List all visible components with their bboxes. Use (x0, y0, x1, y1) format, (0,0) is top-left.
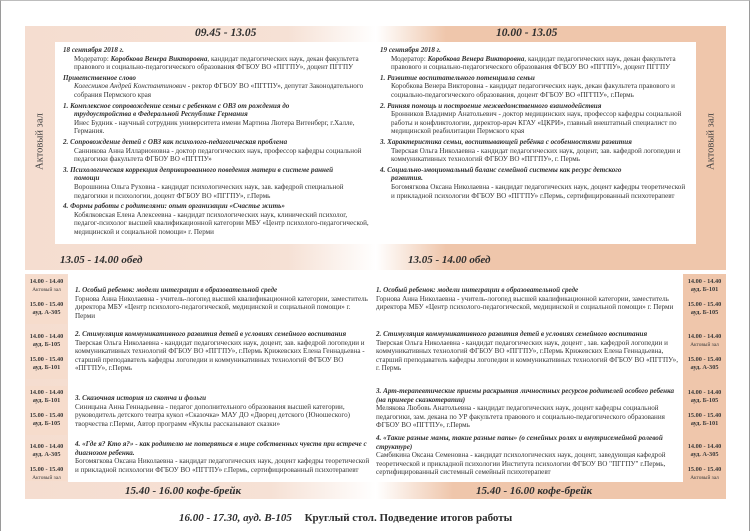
afternoon-talk (376, 330, 678, 373)
round-table-time: 16.00 - 17.30, ауд. В-105 (179, 512, 292, 524)
talk-title: 2. Стимуляция коммуникативного развития детей в условиях семейного воспитания (376, 330, 648, 338)
schedule-box (684, 386, 725, 435)
slot-time: 14.00 - 14.40 (29, 278, 64, 285)
slot-room: Актовый зал (32, 287, 61, 293)
talk-speaker: Синицына Анна Геннадьевна - педагог дополнительного образования высшей категории, руководитель детского театра кукол «Сказочка» МАУ ДО «Дворец детского (Юношеского) творчества г.Перми, Автор программ «Куклы рассказывают сказки» (75, 402, 351, 428)
schedule-box (26, 330, 67, 379)
welcome-name: Колесников Андрей Константинович (74, 82, 186, 91)
day1-morning-frame (25, 26, 376, 270)
day2-talk (380, 138, 690, 164)
moderator-label: Модератор: (74, 54, 109, 63)
day2-hall-label: Актовый зал (705, 113, 717, 170)
talk-title: 2. Стимуляция коммуникативного развития детей в условиях семейного воспитания (75, 330, 347, 338)
afternoon-talk (376, 286, 678, 312)
slot-room: ауд. Б-101 (32, 364, 61, 371)
day2-date: 19 сентября 2018 г. (380, 46, 441, 54)
welcome-desc: - ректор ФГБОУ ВО «ПГГПУ», депутат Законодательного собрания Пермского края (74, 82, 364, 99)
slot-room: ауд. А-305 (32, 309, 61, 316)
day2-time: 10.00 - 13.05 (496, 27, 558, 39)
afternoon-talk (75, 394, 372, 428)
day2-talk (380, 166, 690, 200)
talk-title: 4. Формы работы с родителями: опыт организации «Счастье жить» (63, 202, 285, 211)
talk-title: 1. Развитие воспитательного потенциала семьи (380, 73, 535, 82)
day1-lunch: 13.05 - 14.00 обед (60, 254, 143, 266)
talk-title-cont: трудоустройства в Федеральной Республике Германия (74, 110, 248, 119)
day1-talk (63, 166, 370, 200)
slot-room: ауд. Б-105 (32, 420, 61, 427)
day1-talk (63, 102, 370, 136)
slot-time: 14.00 - 14.40 (29, 443, 64, 450)
talk-speaker: Тверская Ольга Николаевна - кандидат педагогических наук, доцент, зав. кафедрой логопедии и коммуникативных технологий ФГБОУ ВО «ПГГПУ», г. Пермь (391, 146, 681, 164)
talk-title: 4. «Где я? Кто я?» - как родителю не потеряться в мире собственных чувств при встрече с диагнозом ребенка. (75, 440, 367, 457)
talk-title: 3. Характеристика семьи, воспитывающей ребёнка с особенностями развития (380, 137, 632, 146)
talk-speaker: Санникова Анна Илларионовна - доктор педагогических наук, профессор кафедры социальной педагогики факультета ФГБОУ ВО «ПГГПУ» (74, 146, 362, 164)
talk-speaker: Коробкова Венера Викторовна - кандидат педагогических наук, декан факультета правового и социально-педагогического образования, доцент ФГБОУ ВО «ПГГПУ», г.Пермь (391, 82, 675, 99)
afternoon-talk (75, 440, 372, 474)
slot-time: 14.00 - 14.40 (687, 443, 722, 450)
slot-room: ауд. Б-101 (32, 397, 61, 404)
day1-talk (63, 138, 370, 164)
slot-time: 15.00 - 15.40 (687, 301, 722, 308)
talk-title: 3. Сказочная история из скотча и фольги (75, 394, 207, 402)
moderator-name: Коробкова Венера Викторовна (427, 54, 525, 63)
slot-time: 15.00 - 15.40 (29, 466, 64, 473)
slot-time: 14.00 - 14.40 (29, 389, 64, 396)
afternoon-left (25, 274, 376, 499)
day2-content (376, 42, 696, 244)
slot-room: ауд. Б-105 (32, 341, 61, 348)
slot-time: 15.00 - 15.40 (687, 466, 722, 473)
afternoon-talk (75, 330, 372, 373)
talk-speaker: Ворошнина Ольга Руховна - кандидат психологических наук, зав. кафедрой специальной педагогики и психологии, доцент ФГБОУ ВО «ПГГПУ», г.Пермь (74, 182, 344, 200)
slot-time: 15.00 - 15.40 (29, 301, 64, 308)
slot-room: ауд. А-305 (690, 364, 719, 371)
coffee-break-right: 15.40 - 16.00 кофе-брейк (476, 485, 593, 497)
schedule-box (26, 275, 67, 324)
talk-title: 1. Особый ребенок: модели интеграции в образовательной среде (75, 286, 278, 294)
slot-room: ауд. Б-101 (690, 286, 719, 293)
slot-room: ауд. Б-105 (690, 309, 719, 316)
day2-morning-frame (376, 26, 726, 270)
slot-room: ауд. Б-101 (690, 420, 719, 427)
slot-time: 15.00 - 15.40 (29, 412, 64, 419)
welcome-speaker (63, 82, 370, 99)
talk-speaker: Горнова Анна Николаевна - учитель-логопед высшей квалификационной категории, заместитель директора МБУ «Центр психолого-педагогической, медицинской и социальной помощи» г. Перми (376, 294, 674, 312)
moderator-label: Модератор: (391, 54, 426, 63)
talk-speaker: Богомягкова Оксана Николаевна - кандидат педагогических наук, доцент кафедры теоретической и прикладной психологии ФГБОУ ВО «ПГГПУ» г.Пермь, сертифицированный психотерапевт (391, 182, 686, 200)
slot-time: 14.00 - 14.40 (687, 278, 722, 285)
slot-room: Актовый зал (690, 342, 719, 348)
slot-time: 15.00 - 15.40 (29, 356, 64, 363)
talk-title-cont: помощи (74, 174, 100, 183)
slot-room: ауд. А-305 (690, 451, 719, 458)
talk-speaker: Тверская Ольга Николаевна - кандидат педагогических наук, доцент , зав. кафедрой логопедии и коммуникативных технологий ФГБОУ ВО «ПГГПУ», г.Пермь Крижевских Елена Геннадьевна, старший преподаватель кафедры логопедии и коммуникативных технологий ФГБОУ ВО «ПГГПУ», г. Пермь (376, 338, 678, 373)
talk-title: 1. Комплексное сопровождение семьи с ребенком с ОВЗ от рождения до (63, 101, 290, 110)
slot-room: ауд. Б-105 (690, 397, 719, 404)
day2-lunch: 13.05 - 14.00 обед (408, 254, 491, 266)
slot-room: Актовый зал (690, 475, 719, 481)
talk-title: 3. Арт-терапевтические приемы раскрытия личностных ресурсов родителей особого ребенка (на примере сказкотерапии) (376, 387, 675, 404)
moderator-desc: , кандидат педагогических наук, декан факультета правового и социально-педагогического образования ФГБОУ ВО «ПГГПУ», доцент ПГГПУ (74, 54, 359, 72)
talk-speaker: Мелякова Любовь Анатольевна - кандидат педагогических наук, доцент кафедры социальной педагогики, зам. декана по УР факультета правового и социально-педагогического образования ФГБОУ ВО «ПГГПУ», г.Пермь (376, 404, 665, 430)
schedule-box (684, 440, 725, 481)
talk-speaker: Богомягкова Оксана Николаевна - кандидат педагогических наук, доцент кафедры теоретической и прикладной психологии ФГБОУ ВО «ПГГПУ» г.Пермь, сертифицированный психотерапевт (75, 457, 370, 474)
schedule-box (26, 440, 67, 481)
talk-title: 4. «Такие разные мамы, такие разные папы» (о семейных ролях и внутрисемейной ролевой структуре) (376, 434, 663, 451)
talk-title: 2. Сопровождение детей с ОВЗ как психолого-педагогическая проблема (63, 137, 288, 146)
afternoon-right (376, 274, 726, 499)
slot-room: ауд. А-305 (32, 451, 61, 458)
talk-title-cont: развития. (391, 174, 423, 183)
schedule-box (684, 275, 725, 324)
talk-speaker: Инес Будник - научный сотрудник университета имени Мартина Лютера Витенберг, г.Халле, Германия. (74, 118, 355, 136)
slot-time: 14.00 - 14.40 (687, 333, 722, 340)
slot-time: 15.00 - 15.40 (687, 356, 722, 363)
coffee-break-left: 15.40 - 16.00 кофе-брейк (125, 485, 242, 497)
slot-room: Актовый зал (32, 475, 61, 481)
talk-speaker: Бронников Владимир Анатольевич - доктор медицинских наук, профессор кафедры социальной работы и конфликтологии, директор-врач КГАУ «ЦКРИ», главный внештатный специалист по медицинской реабилитации Пермского края (391, 110, 682, 136)
day2-talk (380, 102, 690, 136)
day1-talk (63, 202, 370, 236)
day1-content (55, 42, 376, 244)
talk-speaker: Самбикина Оксана Семеновна - кандидат психологических наук, доцент, заведующая кафедрой теоретической и прикладной психологии Института психологии ФГБОУ ВО "ПГГПУ" г.Пермь, сертифицированный системный семейный психотерапевт (376, 451, 666, 477)
day1-date: 18 сентября 2018 г. (63, 46, 124, 54)
day2-moderator (380, 55, 690, 72)
slot-time: 14.00 - 14.40 (687, 389, 722, 396)
day1-time: 09.45 - 13.05 (195, 27, 257, 39)
day1-hall-label: Актовый зал (34, 113, 46, 170)
day1-moderator (63, 55, 370, 72)
day2-talk (380, 74, 690, 100)
slot-time: 15.00 - 15.40 (687, 412, 722, 419)
slot-time: 14.00 - 14.40 (29, 333, 64, 340)
afternoon-talk (75, 286, 372, 320)
talk-speaker: Тверская Ольга Николаевна - кандидат педагогических наук, доцент, зав. кафедрой логопедии и коммуникативных технологий ФГБОУ ВО «ПГГПУ», г.Пермь Крижевских Елена Геннадьевна - старший преподаватель кафедры логопедии и коммуникативных технологий ФГБОУ ВО «ПГГПУ», г.Пермь (75, 338, 365, 373)
round-table (179, 512, 512, 524)
round-table-title: Круглый стол. Подведение итогов работы (304, 512, 513, 524)
talk-speaker: Горнова Анна Николаевна - учитель-логопед высшей квалификационной категории, заместитель директора МБУ «Центр психолого-педагогической, медицинской и социальной помощи» г. Перми (75, 294, 368, 320)
welcome-title: Приветственное слово (63, 73, 136, 82)
afternoon-talk (376, 434, 678, 477)
talk-title: 3. Психологическая коррекция депривированного поведения матери в системе ранней (63, 165, 334, 174)
talk-title: 2. Ранняя помощь и построение межведомственного взаимодействия (380, 101, 602, 110)
moderator-name: Коробкова Венера Викторовна (110, 54, 208, 63)
afternoon-talk (376, 387, 678, 430)
schedule-box (26, 386, 67, 435)
talk-speaker: Кобялковская Елена Алексеевна - кандидат психологических наук, клинический психолог, педагог-психолог высшей квалификационной категории МБУ «Центр психолого-педагогической, медицинской и социальной помощи» г. Перми (74, 210, 369, 236)
talk-title: 1. Особый ребенок: модели интеграции в образовательной среде (376, 286, 579, 294)
talk-title: 4. Социально-эмоциональный баланс семейной системы как ресурс детского (380, 165, 622, 174)
schedule-box (684, 330, 725, 379)
moderator-desc: , кандидат педагогических наук, декан факультета правового и социально-педагогического образования ФГБОУ ВО «ПГГПУ», доцент ПГГПУ (391, 54, 676, 72)
